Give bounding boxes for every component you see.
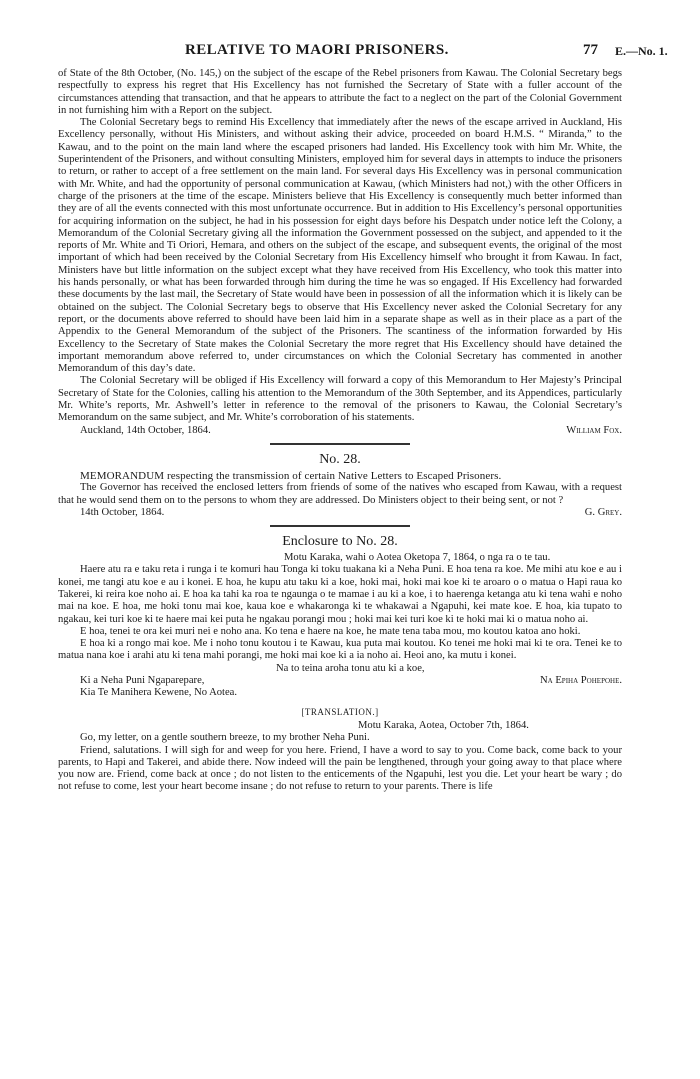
memo-signature-row xyxy=(58,425,622,437)
memorandum-text: The Governor has received the enclosed letters from friends of some of the natives who escaped from Kawau, with a request that he would send them on to the persons to whom they are addressed. Do Ministers object to their being sent, or not ? xyxy=(58,482,622,506)
maori-letter-addressee-2: Kia Te Manihera Kewene, No Aotea. xyxy=(80,687,238,699)
maori-letter-paragraph-3: E hoa ki a rongo mai koe. Me i noho tonu koutou i te Kawau, kua puta mai koutou. Ko tenei me hoki mai ki te ora. Tenei ke to matua nana koe i arahi atu ki tena mahi porangi, me hoki mai koe ki a ia noho ai. Heoi ano, ka mutu i konei. xyxy=(58,638,622,662)
document-reference: E.—No. 1. xyxy=(615,44,668,58)
enclosure-place-date: Motu Karaka, wahi o Aotea Oketopa 7, 1864, o nga ra o te tau. xyxy=(284,552,551,564)
memo-paragraph-3: The Colonial Secretary will be obliged if His Excellency will forward a copy of this Memorandum to Her Majesty’s Principal Secretary of State for the Colonies, calling his attention to the Memorandum of the 30th September, and its Appendices, particularly Mr. White’s reports, Mr. Ashwell’s letter in reference to the removal of the prisoners to Kawau, the Colonial Secretary’s Memorandum on the same subject, and Mr. White’s corroboration of his statements. xyxy=(58,375,622,424)
memorandum-date: 14th October, 1864. xyxy=(80,506,165,518)
memo-signature: William Fox. xyxy=(566,424,622,436)
page-body xyxy=(58,68,622,794)
memo-paragraph-2: The Colonial Secretary begs to remind His Excellency that immediately after the news of the escape arrived in Auckland, His Excellency personally, without His Ministers, and without asking their advice, proceeded on board H.M.S. “ Miranda,” to the Kawau, and to the point on the main land where the escaped prisoners had landed. His Excellency took with him Mr. White, the Superintendent of the Prisoners, and without consulting Ministers, employed him for several days in attempts to induce the prisoners to return, or rather to accept of a free settlement on the main land. For several days His Excellency was in personal communication with Mr. White, and had the opportunity of personal communication at Kawau, (which Ministers had not,) with the other Officers in charge of the prisoners at the time of the escape. Ministers believe that His Excellency is consequently much better informed than they are of all the events connected with this most unfortunate occurrence. But in addition to His Excellency’s personal opportunities for acquiring information on the subject, he had in his possession for eight days before his Despatch under notice left the Colony, a Memorandum of the Colonial Secretary giving all the information the Government possessed on the subject, and appended to it the reports of Mr. White and Ti Oriori, Hemara, and others on the subject of the escape, and subsequent events, the original of the most important of which had been received by the Colonial Secretary from His Excellency himself who brought it from Kawau. In fact, Ministers have but little information on the subject except what they have received from His Excellency, who took this matter into his hands personally, or what has been forwarded through him during the time he was so engaged. If His Excellency had forwarded these documents by the last mail, the Secretary of State would have been in possession of all the information which it is likely can be obtained on the subject. The Colonial Secretary begs to observe that His Excellency never asked the Colonial Secretary for any report, or the documents above referred to should have been laid him in a separate shape as well as in their place as a part of the Appendix to the General Memorandum of the subject of the Prisoners. The scantiness of the information forwarded by His Excellency to the Secretary of State makes the Colonial Secretary the more regret that His Excellency should have detained the important memorandum above referred to, under circumstances on which the Colonial Secretary has commented in another Memorandum of this day’s date. xyxy=(58,117,622,375)
page-header xyxy=(60,44,680,64)
section-heading-no28: No. 28. xyxy=(319,451,361,467)
enclosure-heading: Enclosure to No. 28. xyxy=(282,534,398,550)
maori-letter-signature-row xyxy=(58,675,622,687)
translation-paragraph-1: Go, my letter, on a gentle southern breeze, to my brother Neha Puni. xyxy=(80,732,370,744)
section-divider xyxy=(270,443,410,445)
memorandum-signature-row xyxy=(58,507,622,519)
memorandum-signature: G. Grey. xyxy=(584,506,622,518)
maori-letter-sender: Na Epiha Pohepohe. xyxy=(539,675,622,687)
page-number: 77 xyxy=(583,42,598,58)
memorandum-title: MEMORANDUM respecting the transmission of certain Native Letters to Escaped Prisoners. xyxy=(80,469,502,482)
maori-letter-paragraph-2: E hoa, tenei te ora kei muri nei e noho ana. Ko tena e haere na koe, he mate tena taba mou, mo koutou katoa ano hoki. xyxy=(80,625,581,637)
maori-letter-closing: Na to teina aroha tonu atu ki a koe, xyxy=(276,662,425,674)
translation-place-date: Motu Karaka, Aotea, October 7th, 1864. xyxy=(358,719,529,731)
maori-letter-addressee: Ki a Neha Puni Ngaparepare, xyxy=(80,675,205,687)
translation-label: [TRANSLATION.] xyxy=(301,706,379,717)
memo-date: Auckland, 14th October, 1864. xyxy=(80,424,211,436)
translation-paragraph-2: Friend, salutations. I will sigh for and weep for you here. Friend, I have a word to say to you. Come back, come back to your parents, to Hapi and Takerei, and abide there. Now indeed will the pain be lengthened, through your going away to that place where you now are. Friend, come back at once ; do not listen to the enticements of the Ngapuhi, lest you die. Let your heart be wary ; do not refuse to come, lest your heart become insane ; do not refuse to return to your parents. There is life xyxy=(58,744,622,793)
section-divider xyxy=(270,525,410,527)
running-title: RELATIVE TO MAORI PRISONERS. xyxy=(185,42,449,58)
memo-paragraph-1: of State of the 8th October, (No. 145,) on the subject of the escape of the Rebel prisoners from Kawau. The Colonial Secretary begs respectfully to express his regret that His Excellency has not furnished the Secretary of State with a fuller account of the circumstances attending that transaction, and that he appears to attribute the fact to a neglect on the part of the Colonial Government in not furnishing him with a Report on the subject. xyxy=(58,68,622,116)
maori-letter-paragraph-1: Haere atu ra e taku reta i runga i te komuri hau Tonga ki toku tuakana ki a Neha Puni. E hoa tena ra koe. Me mihi atu koe e au i konei, me tangi atu koe e au i konei. E hoa, he kupu atu taku ki a koe, hoki mai, hoki mai koe ki te aroaro o o matua o Hapi raua ko Takerei, ki reira koe noho ai. E hoa ka tahi ka roa te ngaunga o te mamae i au ki a koe, i to haerenga ketanga atu ki tena wahi e noho mai na koe. E hoa, me hoki tonu mai koe, kaua koe e whakaronga ki te whakawai a Ngapuhi, kei mate koe. E hoa, kia tupato to ngakau, kei turi koe ki te haere mai kei puta he ngakau porangi mou ; hoki mai kei turi koe ki te hoki mai ki o matua noho ai. xyxy=(58,564,622,625)
